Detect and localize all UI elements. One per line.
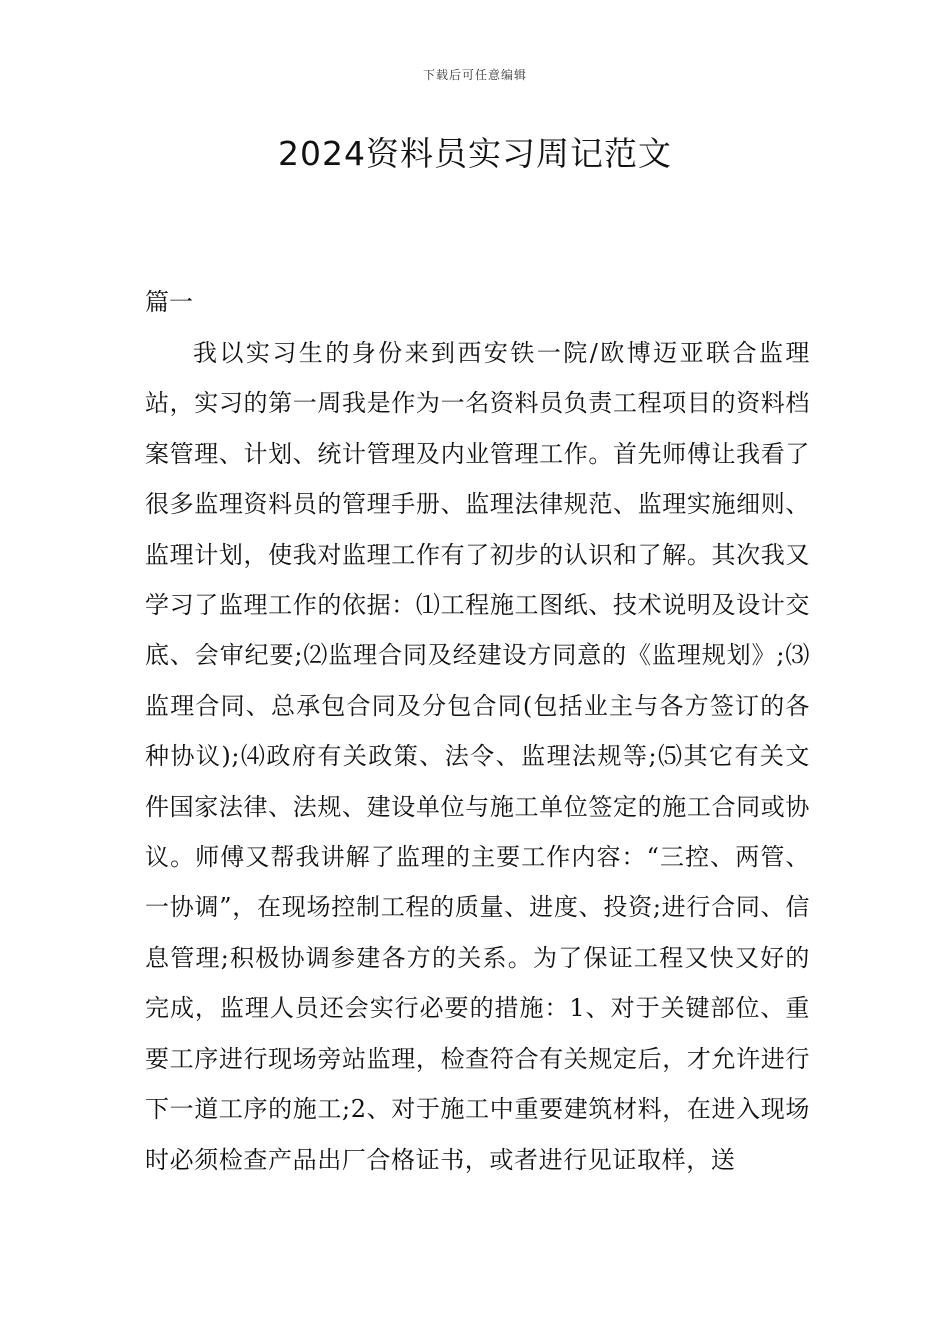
section-label: 篇一	[145, 288, 193, 316]
page-header-note: 下载后可任意编辑	[422, 68, 527, 82]
body-paragraph: 我以实习生的身份来到西安铁一院/欧博迈亚联合监理站，实习的第一周我是作为一名资料员负责工程项目的资料档案管理、计划、统计管理及内业管理工作。首先师傅让我看了很多监理资料员的管理手册、监理法律规范、监理实施细则、监理计划，使我对监理工作有了初步的认识和了解。其次我又学习了监理工作的依据：⑴工程施工图纸、技术说明及设计交底、会审纪要;⑵监理合同及经建设方同意的《监理规划》;⑶监理合同、总承包合同及分包合同(包括业主与各方签订的各种协议);⑷政府有关政策、法令、监理法规等;⑸其它有关文件国家法律、法规、建设单位与施工单位签定的施工合同或协议。师傅又帮我讲解了监理的主要工作内容：“三控、两管、一协调”，在现场控制工程的质量、进度、投资;进行合同、信息管理;积极协调参建各方的关系。为了保证工程又快又好的完成，监理人员还会实行必要的措施：1、对于关键部位、重要工序进行现场旁站监理，检查符合有关规定后，才允许进行下一道工序的施工;2、对于施工中重要建筑材料，在进入现场时必须检查产品出厂合格证书，或者进行见证取样，送	[145, 339, 810, 1174]
document-title: 2024资料员实习周记范文	[278, 134, 672, 173]
